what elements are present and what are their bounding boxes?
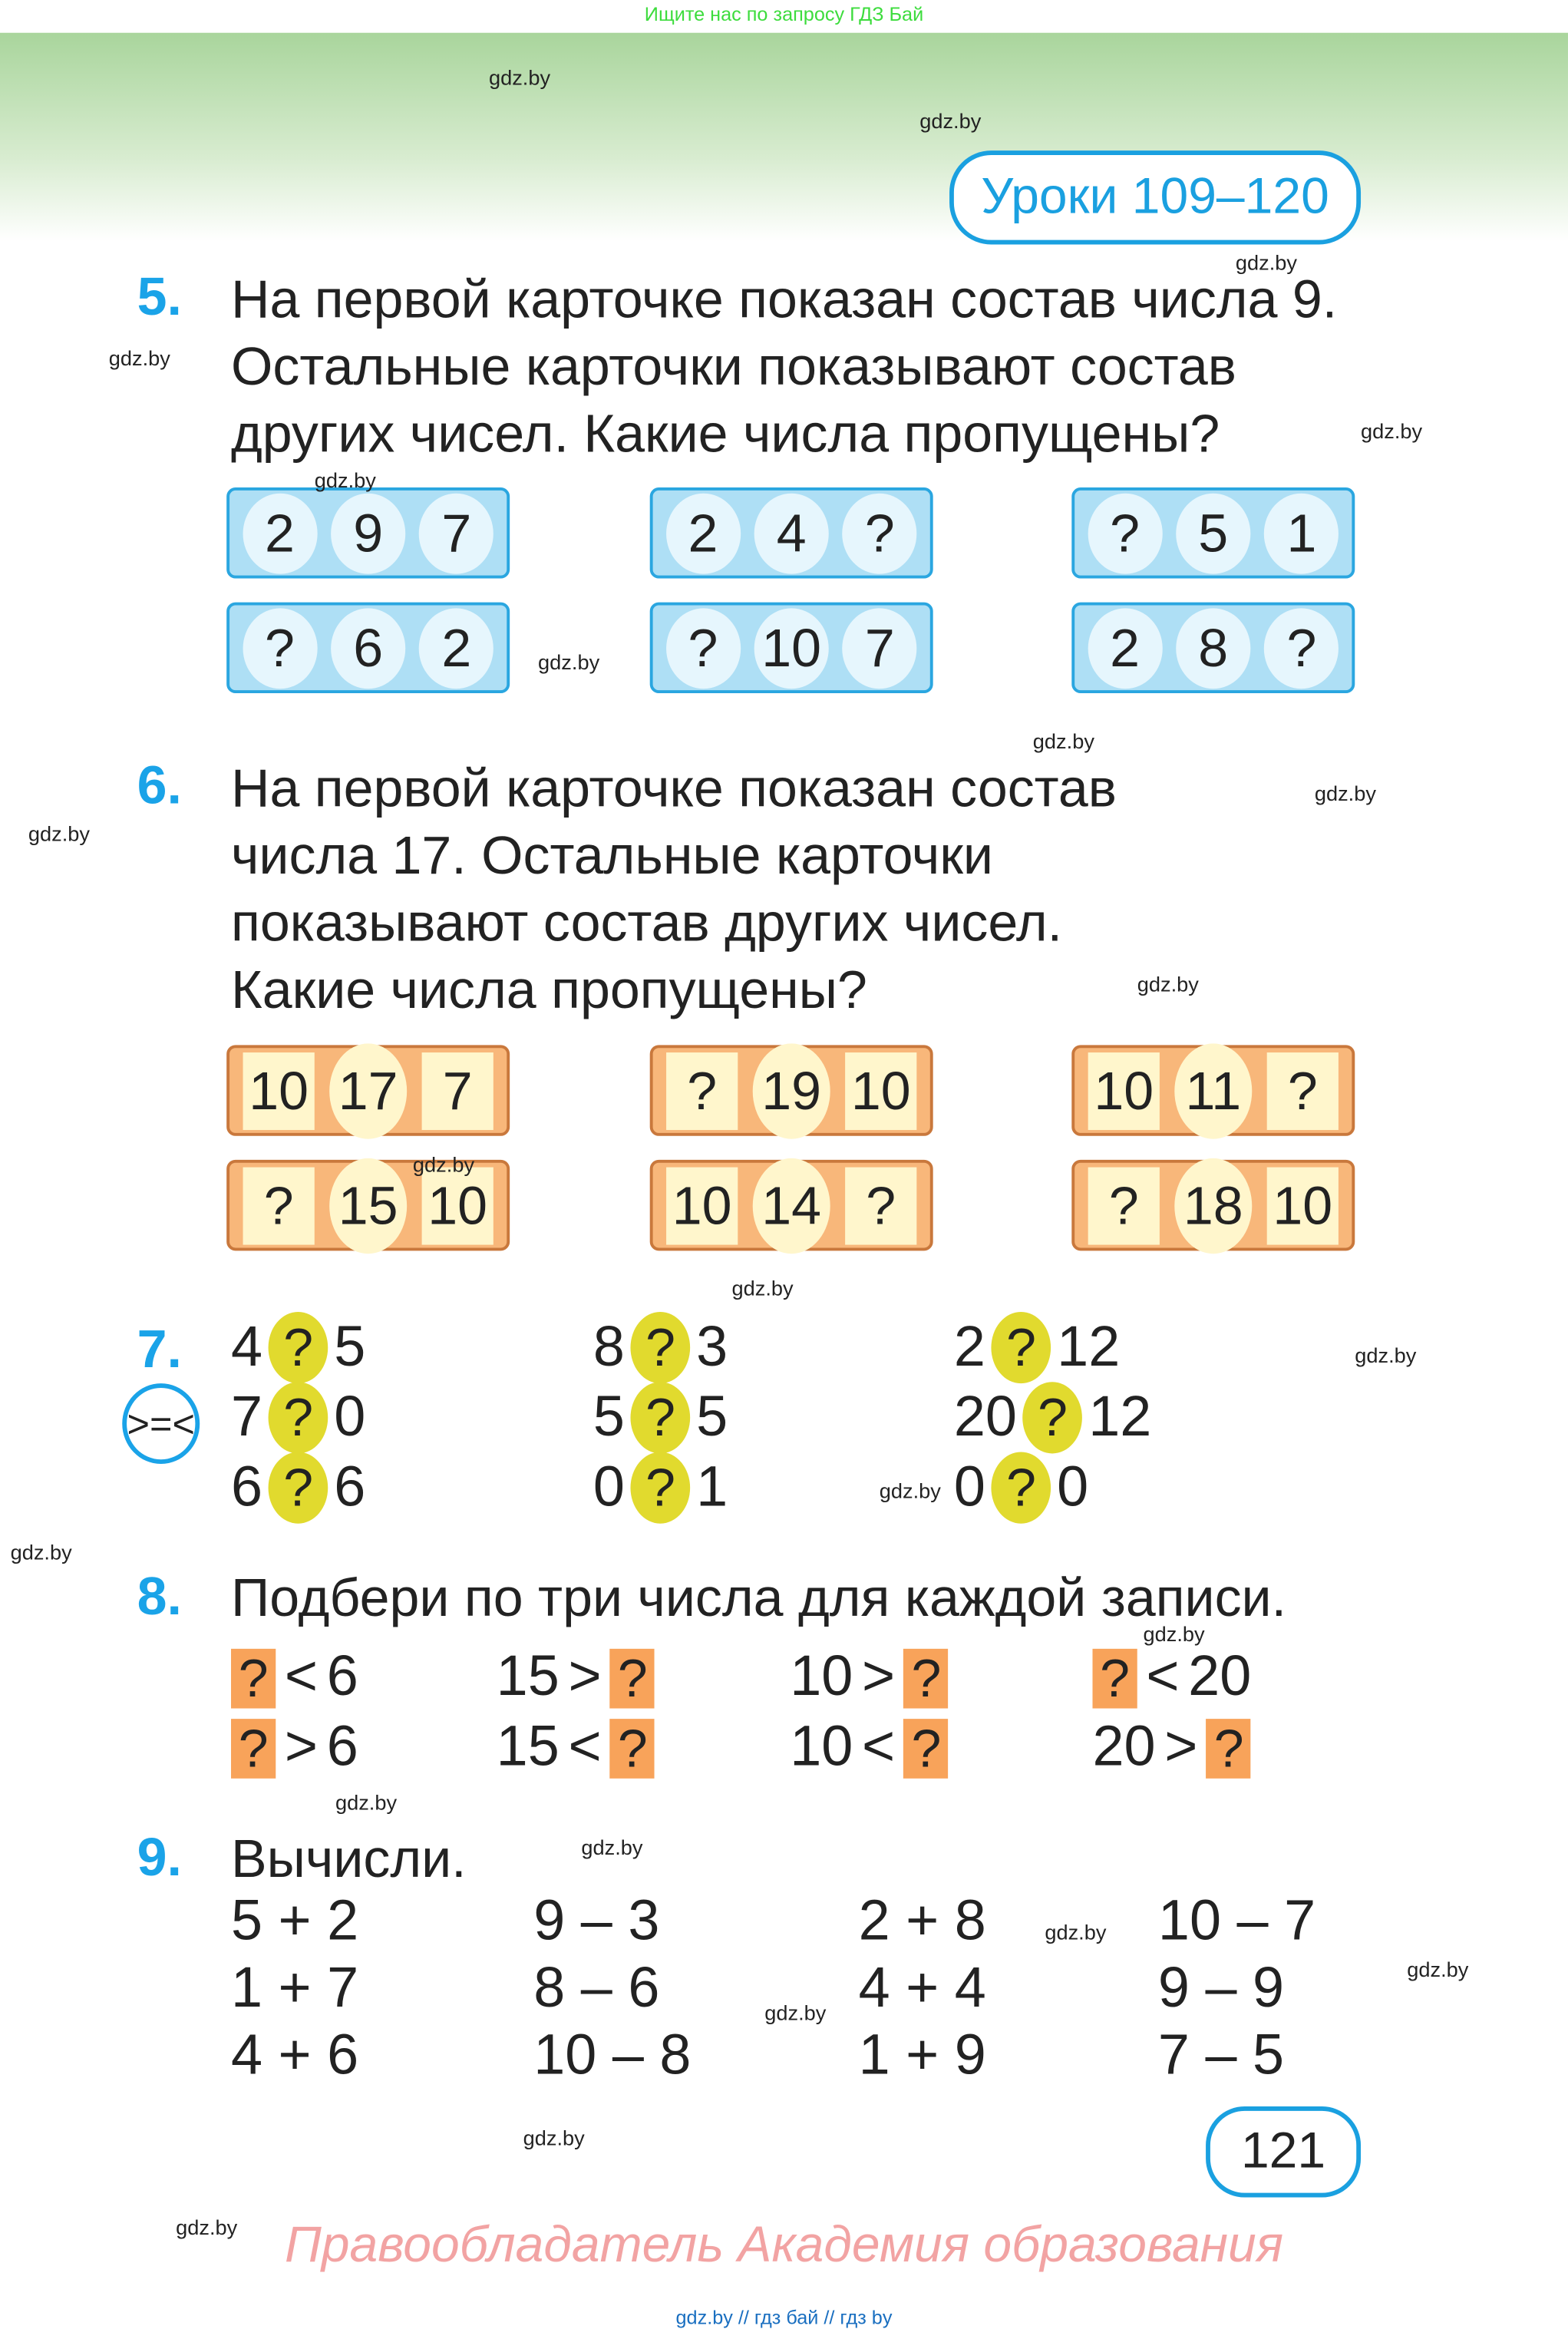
expression: 7 – 5: [1157, 2024, 1285, 2087]
left-value: 10: [790, 1645, 853, 1709]
expression: 4 + 6: [231, 2024, 359, 2087]
watermark: gdz.by: [1235, 250, 1298, 275]
left-value: 0: [593, 1455, 625, 1518]
number-blank[interactable]: ?: [231, 1648, 276, 1708]
watermark: gdz.by: [1143, 1621, 1205, 1646]
task-text-line: На первой карточке показан состав числа 9.: [231, 268, 1338, 330]
page-number: 121: [1206, 2106, 1361, 2197]
expression: 9 – 3: [533, 1890, 660, 1954]
operator: <: [568, 1716, 602, 1779]
number-cell: 10: [1088, 1052, 1160, 1129]
inequality-item: [1092, 1716, 1251, 1780]
inequality-item: [231, 1646, 358, 1710]
expression: 10 – 8: [533, 2024, 692, 2087]
left-value: 4: [231, 1315, 263, 1379]
right-value: 3: [696, 1315, 728, 1379]
right-value: 5: [334, 1315, 366, 1379]
number-cell: 18: [1174, 1158, 1252, 1253]
watermark: gdz.by: [1137, 972, 1199, 996]
watermark: gdz.by: [314, 467, 376, 492]
inequality-item: [1092, 1646, 1251, 1710]
number-cell: 11: [1174, 1042, 1252, 1138]
number-cell: 10: [243, 1052, 315, 1129]
missing-number-cell: ?: [845, 1167, 916, 1244]
left-value: 7: [231, 1386, 263, 1449]
missing-number-cell: ?: [1088, 1167, 1160, 1244]
watermark: gdz.by: [488, 65, 551, 90]
right-value: 5: [696, 1386, 728, 1449]
number-cell: 2: [243, 493, 317, 573]
number-blank[interactable]: ?: [904, 1648, 949, 1708]
left-value: 0: [953, 1455, 985, 1518]
watermark: gdz.by: [10, 1540, 72, 1564]
number-card: [650, 487, 933, 578]
comparison-item: [593, 1452, 728, 1524]
comparison-item: [593, 1312, 728, 1383]
watermark: gdz.by: [1032, 728, 1094, 753]
task-text-line: На первой карточке показан состав: [231, 757, 1117, 819]
number-cell: 7: [422, 1052, 494, 1129]
number-cell: 7: [419, 493, 494, 573]
number-cell: 19: [753, 1042, 830, 1138]
watermark: gdz.by: [1355, 1343, 1417, 1367]
missing-number-cell: ?: [243, 1167, 315, 1244]
number-blank[interactable]: ?: [231, 1718, 276, 1778]
number-cell: 2: [1088, 607, 1162, 688]
watermark: gdz.by: [919, 108, 982, 133]
number-cell: 7: [843, 607, 917, 688]
bottom-links[interactable]: gdz.by // гдз бай // гдз by: [675, 2306, 893, 2329]
comparison-blank[interactable]: ?: [269, 1452, 328, 1524]
comparison-item: [231, 1452, 365, 1524]
watermark: gdz.by: [538, 649, 600, 674]
operator: <: [1146, 1645, 1180, 1709]
left-value: 2: [953, 1315, 985, 1379]
watermark: gdz.by: [335, 1790, 398, 1815]
task-title: Вычисли.: [231, 1827, 467, 1889]
watermark: gdz.by: [1361, 418, 1423, 443]
task-text-line: показывают состав других чисел.: [231, 891, 1063, 953]
operator: >: [1164, 1716, 1198, 1779]
number-cell: 14: [753, 1158, 830, 1253]
comparison-blank[interactable]: ?: [631, 1312, 691, 1383]
number-blank[interactable]: ?: [610, 1648, 655, 1708]
task-number: 7.: [137, 1317, 182, 1379]
task-number: 8.: [137, 1565, 182, 1627]
watermark: gdz.by: [28, 821, 91, 846]
number-cell: 2: [419, 607, 494, 688]
task-title: Подбери по три числа для каждой записи.: [231, 1567, 1287, 1628]
inequality-item: [790, 1646, 949, 1710]
expression: 5 + 2: [231, 1890, 359, 1954]
number-cell: 10: [845, 1052, 916, 1129]
right-value: 20: [1188, 1645, 1252, 1709]
right-value: 6: [334, 1455, 366, 1518]
watermark: gdz.by: [1407, 1957, 1469, 1981]
missing-number-cell: ?: [665, 607, 740, 688]
task-number: 9.: [137, 1825, 182, 1888]
right-value: 6: [326, 1716, 358, 1779]
operator: >: [284, 1716, 319, 1779]
number-card: [1071, 487, 1355, 578]
task-number: 6.: [137, 754, 182, 816]
left-value: 10: [790, 1716, 853, 1779]
compare-signs-icon: >=<: [122, 1383, 200, 1464]
right-value: 1: [696, 1455, 728, 1518]
number-cell: 6: [331, 607, 405, 688]
number-card: [650, 603, 933, 693]
expression: 2 + 8: [858, 1890, 986, 1954]
number-card: [226, 1045, 510, 1135]
left-value: 5: [593, 1386, 625, 1449]
expression: 8 – 6: [533, 1957, 660, 2020]
watermark: gdz.by: [108, 345, 170, 370]
comparison-item: [231, 1312, 365, 1383]
comparison-blank[interactable]: ?: [631, 1382, 691, 1453]
number-cell: 17: [329, 1042, 407, 1138]
number-cell: 2: [665, 493, 740, 573]
left-value: 15: [496, 1716, 560, 1779]
comparison-item: [231, 1382, 365, 1453]
watermark: gdz.by: [879, 1478, 941, 1503]
right-value: 0: [1057, 1455, 1089, 1518]
number-cell: 10: [666, 1167, 738, 1244]
watermark: gdz.by: [1314, 781, 1376, 805]
comparison-item: [954, 1312, 1120, 1383]
number-card: [1071, 1045, 1355, 1135]
task-text-line: других чисел. Какие числа пропущены?: [231, 402, 1220, 464]
number-cell: 10: [1267, 1167, 1339, 1244]
operator: >: [862, 1645, 896, 1709]
watermark: gdz.by: [1045, 1920, 1107, 1944]
left-value: 8: [593, 1315, 625, 1379]
number-card: [1071, 603, 1355, 693]
right-value: 12: [1057, 1315, 1121, 1379]
number-cell: 1: [1264, 493, 1339, 573]
expression: 1 + 9: [858, 2024, 986, 2087]
right-value: 6: [326, 1645, 358, 1709]
task-text-line: Какие числа пропущены?: [231, 958, 867, 1020]
number-cell: 10: [422, 1167, 494, 1244]
operator: <: [862, 1716, 896, 1779]
comparison-item: [954, 1452, 1088, 1524]
comparison-blank[interactable]: ?: [1023, 1382, 1083, 1453]
watermark: gdz.by: [764, 2000, 827, 2025]
number-blank[interactable]: ?: [1207, 1718, 1251, 1778]
number-cell: 15: [329, 1158, 407, 1253]
watermark: gdz.by: [412, 1152, 475, 1177]
number-cell: 10: [754, 607, 829, 688]
operator: >: [568, 1645, 602, 1709]
left-value: 20: [1092, 1716, 1156, 1779]
number-cell: 9: [331, 493, 405, 573]
expression: 10 – 7: [1157, 1890, 1316, 1954]
task-number: 5.: [137, 265, 182, 327]
task-text-line: Остальные карточки показывают состав: [231, 335, 1236, 397]
missing-number-cell: ?: [666, 1052, 738, 1129]
missing-number-cell: ?: [1267, 1052, 1339, 1129]
number-blank[interactable]: ?: [1092, 1648, 1137, 1708]
right-value: 12: [1088, 1386, 1152, 1449]
number-blank[interactable]: ?: [610, 1718, 655, 1778]
comparison-blank[interactable]: ?: [992, 1452, 1051, 1524]
watermark: gdz.by: [581, 1835, 643, 1859]
inequality-item: [790, 1716, 949, 1780]
comparison-blank[interactable]: ?: [992, 1312, 1051, 1383]
left-value: 6: [231, 1455, 263, 1518]
copyright-owner: Правообладатель Академия образования: [284, 2216, 1284, 2274]
lessons-badge: Уроки 109–120: [949, 150, 1361, 244]
left-value: 20: [953, 1386, 1017, 1449]
watermark: gdz.by: [176, 2215, 238, 2239]
left-value: 15: [496, 1645, 560, 1709]
missing-number-cell: ?: [1088, 493, 1162, 573]
inequality-item: [497, 1716, 655, 1780]
number-blank[interactable]: ?: [904, 1718, 949, 1778]
expression: 1 + 7: [231, 1957, 359, 2020]
inequality-item: [231, 1716, 358, 1780]
operator: <: [284, 1645, 319, 1709]
watermark: gdz.by: [523, 2126, 585, 2150]
expression: 4 + 4: [858, 1957, 986, 2020]
inequality-item: [497, 1646, 655, 1710]
comparison-blank[interactable]: ?: [269, 1312, 328, 1383]
number-cell: 8: [1176, 607, 1250, 688]
missing-number-cell: ?: [243, 607, 317, 688]
number-cell: 5: [1176, 493, 1250, 573]
watermark: gdz.by: [731, 1276, 794, 1300]
number-card: [650, 1160, 933, 1250]
comparison-item: [593, 1382, 728, 1453]
number-cell: 4: [754, 493, 829, 573]
comparison-item: [954, 1382, 1151, 1453]
missing-number-cell: ?: [843, 493, 917, 573]
number-card: [226, 487, 510, 578]
comparison-blank[interactable]: ?: [269, 1382, 328, 1453]
number-card: [226, 603, 510, 693]
expression: 9 – 9: [1157, 1957, 1285, 2020]
top-banner[interactable]: Ищите нас по запросу ГДЗ Бай: [644, 2, 924, 26]
missing-number-cell: ?: [1264, 607, 1339, 688]
number-card: [1071, 1160, 1355, 1250]
task-text-line: числа 17. Остальные карточки: [231, 824, 993, 886]
right-value: 0: [334, 1386, 366, 1449]
comparison-blank[interactable]: ?: [631, 1452, 691, 1524]
number-card: [650, 1045, 933, 1135]
